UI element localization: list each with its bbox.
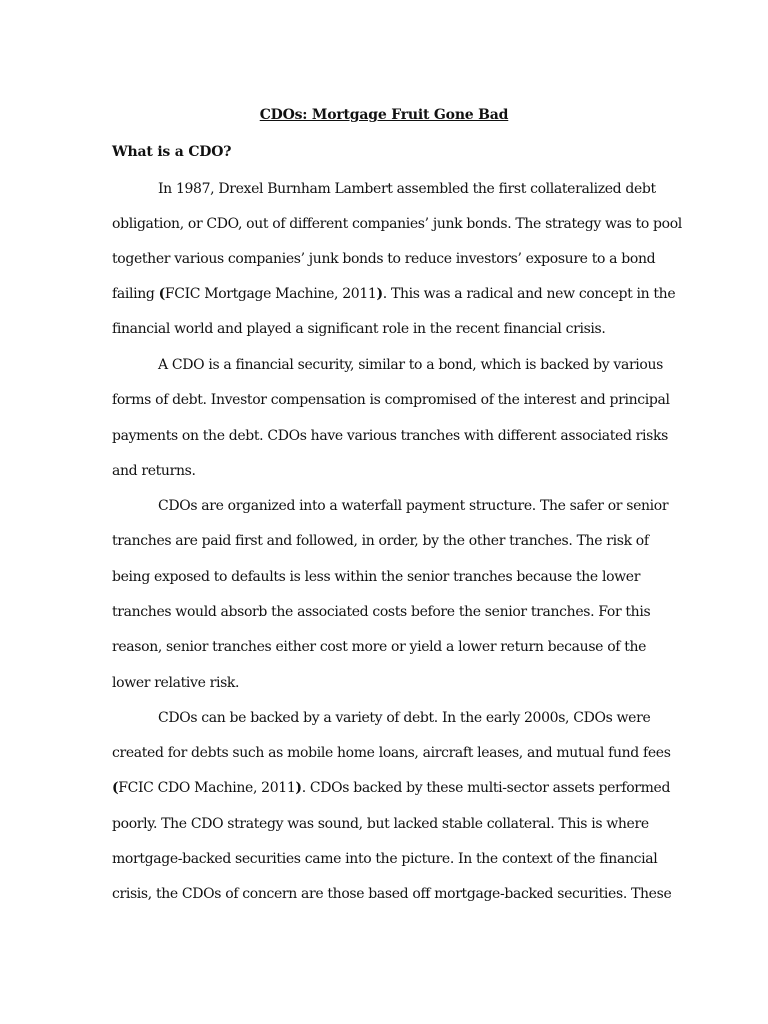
paragraph-line [112,285,675,303]
paragraph-line: lower relative risk. [112,675,240,691]
citation-paren: ) [376,286,383,302]
line-text: failing [112,286,159,302]
paragraph-line: tranches are paid first and followed, in order, by the other tranches. The risk of [112,533,649,549]
document-title: CDOs: Mortgage Fruit Gone Bad [259,107,509,123]
paragraph-line: CDOs are organized into a waterfall payment structure. The safer or senior [158,498,669,514]
line-text: . CDOs backed by these multi-sector assets performed [301,780,671,796]
paragraph-line: created for debts such as mobile home loans, aircraft leases, and mutual fund fees [112,745,671,761]
paragraph-line: payments on the debt. CDOs have various tranches with different associated risks [112,428,668,444]
paragraph-line: together various companies’ junk bonds to reduce investors’ exposure to a bond [112,251,656,267]
paragraph-line: forms of debt. Investor compensation is compromised of the interest and principal [112,392,670,408]
citation-text: FCIC CDO Machine, 2011 [118,780,296,796]
paragraph-line: and returns. [112,463,196,479]
paragraph-line: tranches would absorb the associated costs before the senior tranches. For this [112,604,651,620]
paragraph-line [112,779,670,797]
paragraph-line: financial world and played a significant role in the recent financial crisis. [112,321,606,337]
line-text: . This was a radical and new concept in the [382,286,676,302]
paragraph-line: poorly. The CDO strategy was sound, but lacked stable collateral. This is where [112,816,649,832]
paragraph-line: In 1987, Drexel Burnham Lambert assembled the first collateralized debt [158,181,656,197]
citation-paren: ( [158,286,165,302]
citation-paren: ( [112,780,119,796]
paragraph-line: obligation, or CDO, out of different companies’ junk bonds. The strategy was to pool [112,216,682,232]
paragraph-line: mortgage-backed securities came into the picture. In the context of the financial [112,851,658,867]
citation-text: FCIC Mortgage Machine, 2011 [164,286,377,302]
paragraph-line: A CDO is a financial security, similar to a bond, which is backed by various [158,357,663,373]
paragraph-line: reason, senior tranches either cost more or yield a lower return because of the [112,639,647,655]
paragraph-line: crisis, the CDOs of concern are those based off mortgage-backed securities. These [112,886,672,902]
citation-paren: ) [295,780,302,796]
section-heading: What is a CDO? [112,144,232,160]
paragraph-line: CDOs can be backed by a variety of debt. In the early 2000s, CDOs were [158,710,651,726]
paragraph-line: being exposed to defaults is less within the senior tranches because the lower [112,569,641,585]
